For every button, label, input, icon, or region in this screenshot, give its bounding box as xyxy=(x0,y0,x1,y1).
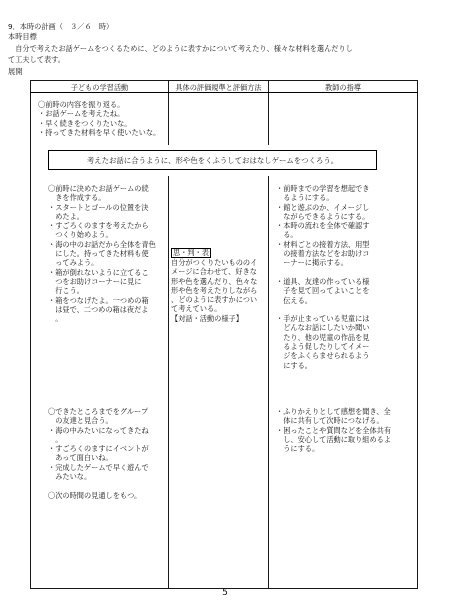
teacher-line xyxy=(276,305,369,314)
lesson-goal-text: 考えたお話に合うように、形や色をくふうしておはなしゲームをつくろう。 xyxy=(86,155,339,165)
activity-line: ・海の中のお話だから全体を青色 xyxy=(48,239,156,249)
activity-line: 〇次の時間の見通しをもつ。 xyxy=(48,490,142,500)
teacher-line: るよう促したりしてイメー xyxy=(276,342,370,352)
evaluation-line: 形や色を選んだり、色々な xyxy=(171,276,258,286)
teacher-line: ・前時までの学習を想起でき xyxy=(276,184,370,193)
teacher-line: ・手が止まっている児童には xyxy=(276,314,370,324)
goal-text-line1: 自分で考えたお話ゲームをつくるために、どのように表すかについて考えたり、様々な材料を選んだりし xyxy=(8,44,353,53)
goal-text-line2: て工夫して表す。 xyxy=(8,55,65,64)
activity-block-1 xyxy=(48,184,156,323)
teacher-line: るようにする。 xyxy=(276,193,334,203)
teacher-line: ーナーに掲示する。 xyxy=(276,258,348,268)
activity-line: ・すごろくのますを考えたから xyxy=(48,221,149,231)
intro-line: ・早く続きをつくりたいな。 xyxy=(38,118,132,128)
evaluation-line: 自分がつくりたいもののイ xyxy=(171,258,258,267)
activity-line: ・スタートとゴールの位置を決 xyxy=(48,202,149,212)
activity-line: 〇前時に決めたお話ゲームの続 xyxy=(48,184,149,193)
teacher-line: うにする。 xyxy=(276,444,320,454)
activity-line: ・海の中みたいになってきたね xyxy=(48,425,149,435)
teacher-line: の接着方法などをお助けコ xyxy=(276,249,370,259)
evaluation-line: 【対話・活動の様子】 xyxy=(171,313,243,323)
activity-line: ・箱が倒れないように立てるこ xyxy=(48,267,149,277)
goal-label: 本時目標 xyxy=(8,32,37,41)
activity-line xyxy=(48,481,149,490)
activity-line: あって面白いね。 xyxy=(48,453,113,463)
evaluation-line: 、どのように表すかについ xyxy=(171,295,258,305)
activity-line: の友達と見合う。 xyxy=(48,416,113,426)
section-title: 9．本時の計画（ ３／６ 時） xyxy=(8,22,114,31)
activity-line: きを作成する。 xyxy=(48,193,106,203)
teacher-line xyxy=(276,268,369,277)
teacher-block-1 xyxy=(276,184,369,370)
intro-line: 〇前時の内容を振り返る。 xyxy=(38,100,125,109)
activity-line: 。 xyxy=(48,434,63,444)
evaluation-line: メージに合わせて、好きな xyxy=(171,267,257,277)
evaluation-line: 形や色を考えたりしながら xyxy=(171,285,258,295)
teacher-line: ・材料ごとの接着方法、用型 xyxy=(276,239,370,249)
teacher-block-2 xyxy=(276,407,391,453)
activity-line: 。 xyxy=(48,314,63,324)
evaluation-line: て考えている。 xyxy=(171,304,222,314)
intro-line: ・持ってきた材料を早く使いたいな。 xyxy=(38,127,161,137)
activity-line: にした。持ってきた材料も使 xyxy=(48,249,149,259)
page-number: 5 xyxy=(222,588,228,598)
development-label: 展開 xyxy=(8,67,23,76)
activity-line: ・完成したゲームで早く遊んで xyxy=(48,462,149,472)
activity-line: つくり始めよう。 xyxy=(48,230,113,240)
teacher-line: 伝える。 xyxy=(276,295,312,305)
activity-line: めたよ。 xyxy=(48,211,84,221)
activity-line: ってみよう。 xyxy=(48,258,99,268)
activity-line: ・箱をつなげたよ。一つめの箱 xyxy=(48,295,149,305)
teacher-line: 子を見て回ってよいことを xyxy=(276,286,370,296)
teacher-line: ・館と遊ぶのか、イメージし xyxy=(276,202,370,212)
activity-block-2 xyxy=(48,407,149,500)
activity-line: は昼で、二つめの箱は夜だよ xyxy=(48,304,149,314)
teacher-line: ・ふりかえりとして感想を聞き、全 xyxy=(276,407,391,416)
teacher-line: ・本時の流れを全体で確認す xyxy=(276,221,370,231)
activity-line: ・すごろくのますにイベントが xyxy=(48,444,149,454)
evaluation-block xyxy=(171,248,257,323)
column-header-evaluation: 具体の評価規準と評価方法 xyxy=(175,83,262,92)
teacher-line: し、安心して活動に取り組めるよ xyxy=(276,434,392,444)
teacher-line: ジをふくらませられるよう xyxy=(276,351,370,361)
activity-line: つをお助けコーナーに見に xyxy=(48,276,142,286)
lesson-goal-box xyxy=(48,150,377,170)
intro-activity xyxy=(38,100,160,137)
column-header-activity: 子どもの学習活動 xyxy=(70,83,129,92)
teacher-line: る。 xyxy=(276,230,298,240)
column-header-teacher: 教師の指導 xyxy=(325,83,361,92)
teacher-line: にする。 xyxy=(276,360,312,370)
activity-line: 〇できたところまでをグループ xyxy=(48,407,149,416)
evaluation-badge: 思・判・表 xyxy=(173,248,209,257)
activity-line: みたいな。 xyxy=(48,472,92,482)
teacher-line: ながらできるようにする。 xyxy=(276,211,370,221)
teacher-line: 体に共有して次時につなげる。 xyxy=(276,416,384,426)
activity-line: 行こう。 xyxy=(48,286,84,296)
teacher-line: ・道具、友達の作っている様 xyxy=(276,276,370,286)
teacher-line: ・困ったことや質問などを全体共有 xyxy=(276,425,392,435)
teacher-line: たり、他の児童の作品を見 xyxy=(276,332,370,342)
intro-line: ・お話ゲームを考えたね。 xyxy=(38,109,125,119)
teacher-line: どんなお話にしたいか聞い xyxy=(276,323,370,333)
